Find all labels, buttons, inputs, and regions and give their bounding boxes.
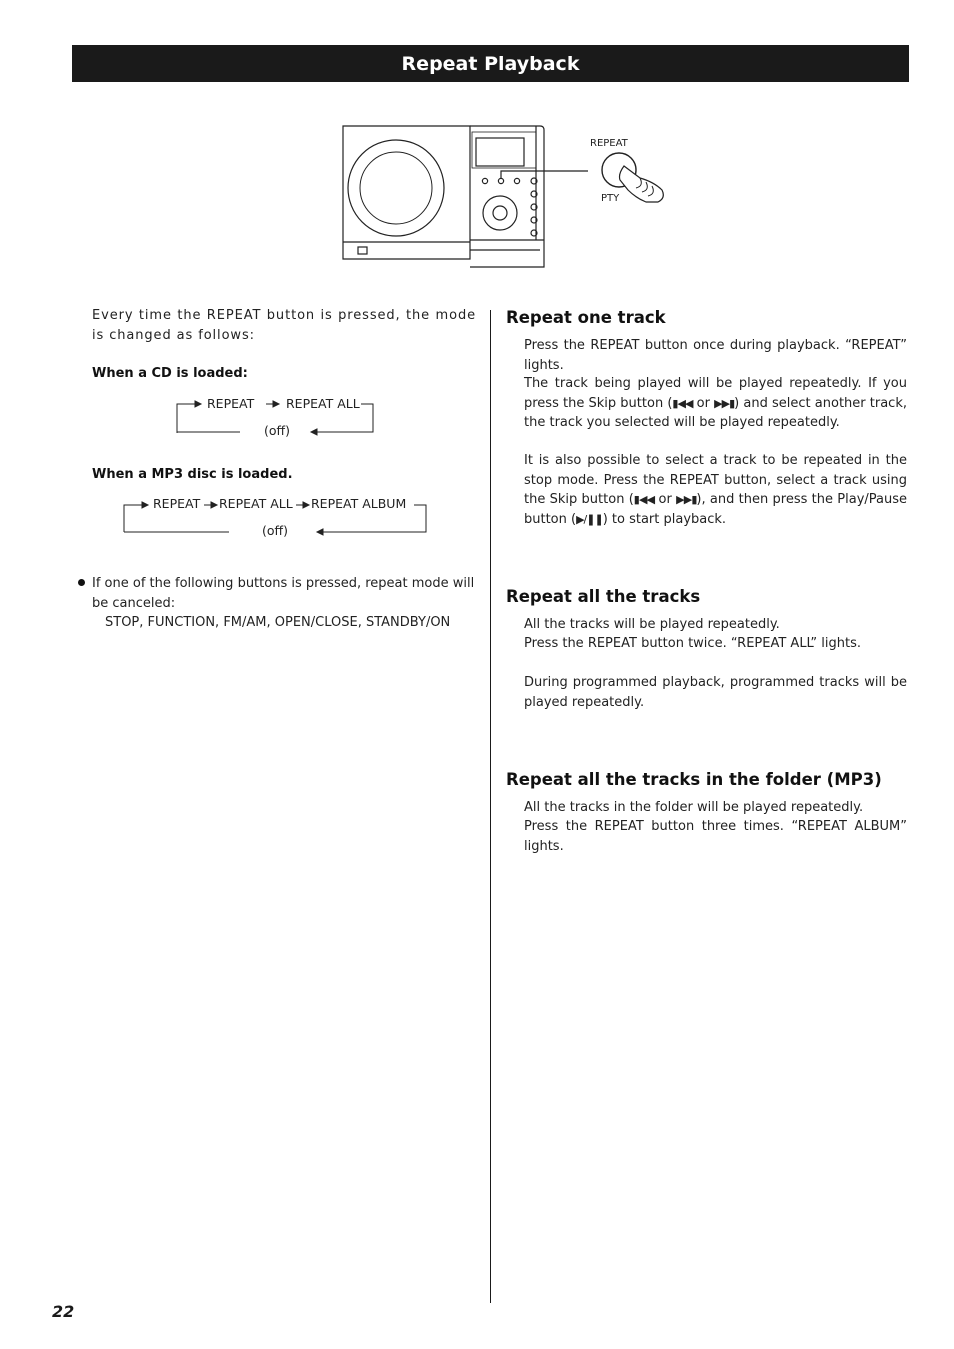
bullet-icon (78, 579, 85, 586)
mp3-flow-repeat: REPEAT (153, 496, 201, 511)
cd-loaded-heading: When a CD is loaded: (92, 366, 248, 381)
skip-previous-icon: ▮◀◀ (633, 493, 655, 506)
mp3-flow-repeat-all: REPEAT ALL (219, 496, 293, 511)
device-illustration (340, 122, 680, 276)
section-title-repeat-one: Repeat one track (506, 308, 666, 327)
column-divider (490, 310, 491, 1303)
repeat-one-p1: Press the REPEAT button once during playback. “REPEAT” lights. (524, 338, 907, 373)
section-title-repeat-all: Repeat all the tracks (506, 587, 701, 606)
skip-next-icon: ▶▶▮ (676, 493, 697, 506)
intro-text: Every time the REPEAT button is pressed, the mode is changed as follows: (92, 308, 476, 343)
mp3-flow-off: (off) (262, 523, 289, 538)
repeat-one-p2: The track being played will be played repeatedly. If you press the Skip button (▮◀◀ or ▶▶▮) and select another track, the track you selected will be played repeatedly. (524, 376, 907, 430)
mp3-loaded-heading: When a MP3 disc is loaded. (92, 467, 293, 482)
skip-next-icon: ▶▶▮ (714, 396, 735, 410)
cancel-note: If one of the following buttons is pressed, repeat mode will be canceled: (92, 576, 475, 611)
play-pause-icon: ▶/❚❚ (576, 512, 603, 526)
repeat-folder-p2: Press the REPEAT button three times. “REPEAT ALBUM” lights. (524, 819, 907, 854)
skip-previous-icon: ▮◀◀ (672, 396, 693, 410)
stereo-unit-drawing (340, 122, 680, 272)
repeat-all-p2: Press the REPEAT button twice. “REPEAT ALL” lights. (524, 636, 861, 651)
mp3-flow-repeat-album: REPEAT ALBUM (311, 496, 407, 511)
pty-button-label: PTY (601, 193, 620, 204)
repeat-button-label: REPEAT (590, 138, 628, 149)
repeat-one-p3: It is also possible to select a track to be repeated in the stop mode. Press the REPEAT button, select a track using the Skip button (▮◀◀ or ▶▶▮), and then press the Play/Pause button (▶/❚❚) to start playback. (524, 453, 907, 527)
cd-flow-repeat: REPEAT (207, 396, 255, 411)
cd-flow-off: (off) (264, 423, 291, 438)
repeat-all-p1: All the tracks will be played repeatedly. (524, 617, 780, 632)
repeat-all-p3: During programmed playback, programmed tracks will be played repeatedly. (524, 675, 907, 710)
page-header (72, 45, 909, 82)
cancel-buttons-list: STOP, FUNCTION, FM/AM, OPEN/CLOSE, STANDBY/ON (105, 615, 451, 630)
section-title-repeat-folder: Repeat all the tracks in the folder (MP3) (506, 770, 882, 789)
page-number: 22 (52, 1302, 75, 1321)
cd-flow-repeat-all: REPEAT ALL (286, 396, 360, 411)
page-title: Repeat Playback (401, 52, 580, 75)
repeat-folder-p1: All the tracks in the folder will be played repeatedly. (524, 800, 864, 815)
